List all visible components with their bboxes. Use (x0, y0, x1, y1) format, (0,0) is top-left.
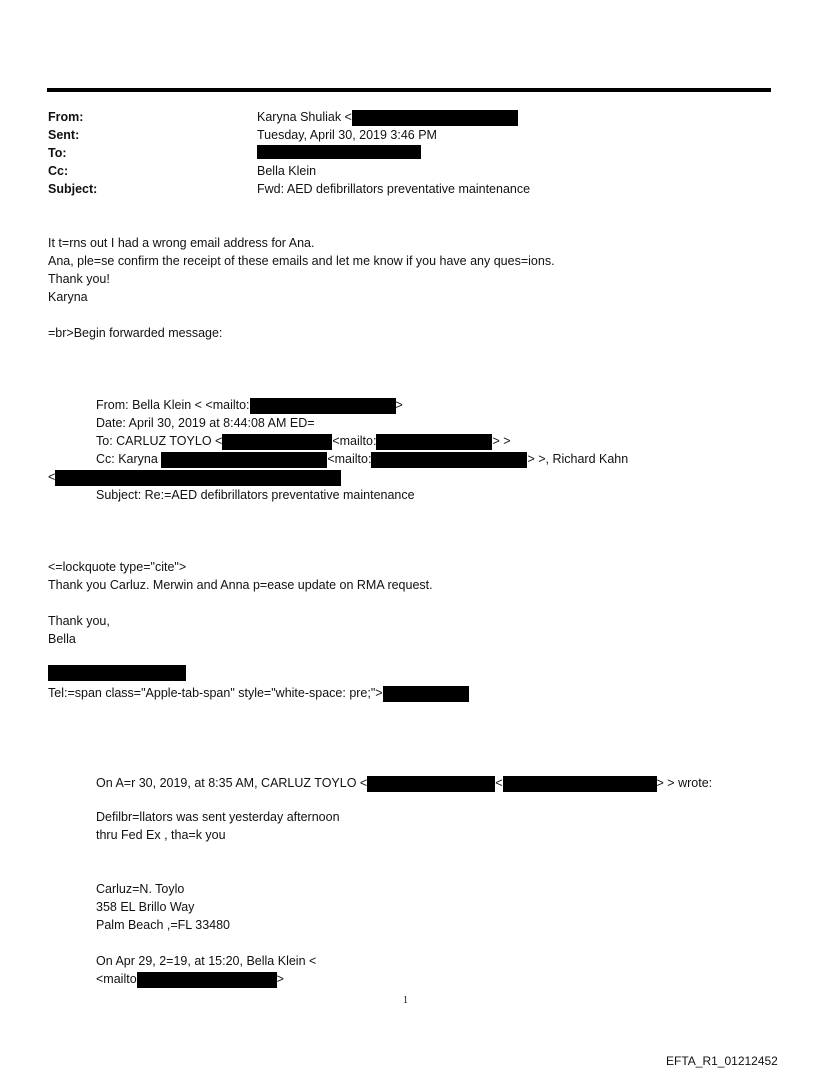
quoted-on-line: On Apr 29, 2=19, at 15:20, Bella Klein < (96, 954, 317, 968)
fwd-date: Date: April 30, 2019 at 8:44:08 AM ED= (96, 416, 315, 430)
body-line: It t=rns out I had a wrong email address for Ana. (48, 236, 315, 250)
redaction-bar (48, 665, 186, 681)
reply-line: Thank you Carluz. Merwin and Anna p=ease update on RMA request. (48, 578, 433, 592)
subject-value: Fwd: AED defibrillators preventative maintenance (257, 182, 531, 196)
redaction-bar (503, 776, 657, 792)
redaction-bar (55, 470, 341, 486)
body-line: Ana, ple=se confirm the receipt of these emails and let me know if you have any ques=ions. (48, 254, 555, 268)
quoted-line: thru Fed Ex , tha=k you (96, 828, 226, 842)
sent-value: Tuesday, April 30, 2019 3:46 PM (257, 128, 437, 142)
body-line: Karyna (48, 290, 88, 304)
quoted-mailto: <mailto > (96, 972, 284, 986)
fwd-from: From: Bella Klein < <mailto: > (96, 398, 403, 412)
tel-line: Tel:=span class="Apple-tab-span" style="white-space: pre;"> (48, 684, 469, 702)
page-number: 1 (403, 995, 408, 1006)
cc-value: Bella Klein (257, 164, 317, 178)
from-label: From: (48, 110, 84, 124)
fwd-subject: Subject: Re:=AED defibrillators preventative maintenance (96, 488, 415, 502)
fwd-to: To: CARLUZ TOYLO < <mailto: > > (96, 434, 511, 448)
redaction-bar (222, 434, 332, 450)
blockquote-tag: <=lockquote type="cite"> (48, 560, 187, 574)
redaction-bar (137, 972, 277, 988)
fwd-cc: Cc: Karyna <mailto: > >, Richard Kahn (96, 452, 629, 466)
redaction-bar (161, 452, 327, 468)
signature-line: Carluz=N. Toylo (96, 882, 185, 896)
signature-line: 358 EL Brillo Way (96, 900, 195, 914)
redaction-bar (376, 434, 492, 450)
from-value: Karyna Shuliak < (257, 108, 518, 126)
cc-label: Cc: (48, 164, 69, 178)
quoted-header: On A=r 30, 2019, at 8:35 AM, CARLUZ TOYLO < < > > wrote: (96, 776, 713, 790)
quoted-line: Defilbr=llators was sent yesterday afternoon (96, 810, 340, 824)
body-line: Thank you! (48, 272, 110, 286)
body-line: =br>Begin forwarded message: (48, 326, 223, 340)
sent-label: Sent: (48, 128, 80, 142)
to-label: To: (48, 146, 67, 160)
signature-line: Palm Beach ,=FL 33480 (96, 918, 230, 932)
document-id: EFTA_R1_01212452 (666, 1054, 778, 1068)
reply-line: Bella (48, 632, 76, 646)
redaction-bar (257, 145, 421, 159)
subject-label: Subject: (48, 182, 98, 196)
redaction-bar (352, 110, 518, 126)
redaction-bar (367, 776, 495, 792)
redaction-bar (383, 686, 469, 702)
redaction-bar (250, 398, 396, 414)
redaction-bar (371, 452, 527, 468)
fwd-cc-cont: < (48, 468, 341, 486)
reply-line: Thank you, (48, 614, 110, 628)
header-rule (47, 88, 771, 92)
